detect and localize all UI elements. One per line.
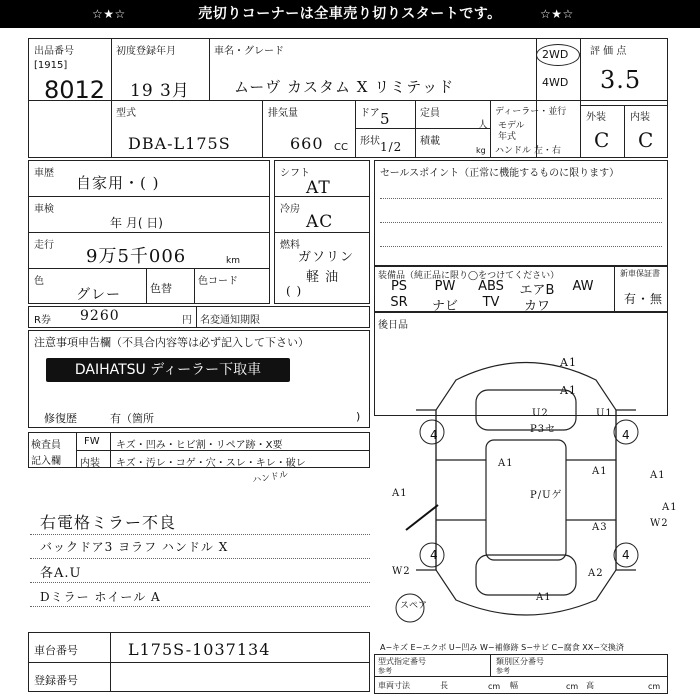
drive-2wd: 2WD xyxy=(542,48,569,61)
mark-6: A1 xyxy=(498,458,514,469)
mark-3: U2 xyxy=(532,408,549,419)
size-label: 車両寸法 xyxy=(378,681,410,690)
lot-label: 出品番号 xyxy=(34,46,74,57)
fuel-diesel: 軽 油 xyxy=(306,270,340,285)
mileage-unit: km xyxy=(226,256,240,266)
door-value: 5 xyxy=(380,110,391,128)
equipment-item: カワ xyxy=(523,299,550,314)
banner-stars-left: ☆★☆ xyxy=(92,7,126,21)
inspector-row1-items: キズ・凹み・ヒビ割・リペア跡・X要 xyxy=(116,440,283,451)
exterior-value: C xyxy=(594,128,611,152)
shift-value: AT xyxy=(306,178,331,198)
type-ref: 参考 xyxy=(378,667,392,675)
shape-label: 形状 xyxy=(360,136,380,147)
shift-label: シフト xyxy=(280,168,310,179)
mark-2: A1 xyxy=(560,384,577,397)
fuel-other: ( ) xyxy=(286,284,303,298)
mark-16: A1 xyxy=(536,592,552,603)
tire-mark-rr: 4 xyxy=(622,548,630,562)
car-diagram xyxy=(376,350,676,630)
class-label: 類別区分番号 xyxy=(496,657,544,666)
mark-9: A1 xyxy=(392,488,408,499)
lot-number: 8012 xyxy=(44,76,106,104)
size-cm-1: cm xyxy=(488,682,501,691)
equipment-item: TV xyxy=(482,295,500,310)
load-label: 積載 xyxy=(420,136,440,147)
handle-note: ハンドル xyxy=(251,469,289,487)
banner-text: 売切りコーナーは全車売り切りスタートです。 xyxy=(198,6,502,22)
equipment-item: ナビ xyxy=(431,299,458,314)
mark-1: A1 xyxy=(560,356,577,369)
fuel-label: 燃料 xyxy=(280,240,300,251)
tire-mark-fl: 4 xyxy=(430,428,438,442)
color-code-label: 色コード xyxy=(198,276,238,287)
year-label: 年式 xyxy=(498,132,517,142)
tax-label: 名変通知期限 xyxy=(200,315,260,326)
first-reg-value: 19 3月 xyxy=(130,81,190,101)
class-ref: 参考 xyxy=(496,667,510,675)
note-line-1: 右電格ミラー不良 xyxy=(40,513,177,532)
inspector-label-2: 記入欄 xyxy=(31,456,61,467)
spare-label: スペア xyxy=(400,601,428,611)
equipment-label: 装備品（純正品に限り◯をつけてください） xyxy=(378,271,560,281)
displacement-value: 660 xyxy=(290,134,324,153)
displacement-label: 排気量 xyxy=(268,108,298,119)
note-line-2: バックドア3 ヨラフ ハンドル X xyxy=(40,540,229,554)
inspector-row2-items: キズ・汚レ・コゲ・穴・スレ・キレ・破レ xyxy=(116,458,306,469)
equipment-item: SR xyxy=(390,295,408,310)
note-line-3: 各A.U xyxy=(40,566,82,581)
model-value: DBA-L175S xyxy=(128,134,231,153)
score-label: 評 価 点 xyxy=(590,46,627,57)
equipment-item: ABS xyxy=(478,279,504,294)
mark-10: A3 xyxy=(592,522,608,533)
mileage-value: 9万5千006 xyxy=(86,246,187,267)
car-name-value: ムーヴ カスタム X リミテッド xyxy=(234,78,455,96)
model-year-label: モデル xyxy=(498,121,525,131)
size-cm-2: cm xyxy=(566,682,579,691)
color-label: 色 xyxy=(34,276,44,287)
history-label: 車歴 xyxy=(34,168,54,179)
banner-stars-right: ☆★☆ xyxy=(540,7,574,21)
mark-14: W2 xyxy=(392,566,411,577)
equipment-item: PW xyxy=(434,279,456,294)
caution-label: 注意事項申告欄（不具合内容等は必ず記入して下さい） xyxy=(34,336,309,349)
mark-8: P/Uゲ xyxy=(530,490,563,501)
equipment-item: PS xyxy=(390,279,408,294)
history-value: 自家用・( ) xyxy=(76,174,160,192)
repaint-label: 色替 xyxy=(150,282,172,295)
tire-mark-rl: 4 xyxy=(430,548,438,562)
recycle-label: R券 xyxy=(34,315,51,326)
inspection-value: 年 月( 日) xyxy=(110,216,163,230)
chassis-label: 車台番号 xyxy=(34,644,78,657)
color-value: グレー xyxy=(76,287,121,303)
type-label: 型式指定番号 xyxy=(378,657,426,666)
dealer-banner: DAIHATSU ディーラー下取車 xyxy=(46,358,290,382)
warranty-label: 新車保証書 xyxy=(620,269,660,278)
drive-4wd: 4WD xyxy=(542,76,569,89)
diagram-legend: A−キズ E−エクボ U−凹み W−補修跡 S−サビ C−腐食 XX−交換済 xyxy=(380,643,624,652)
mark-5: U1 xyxy=(596,408,613,419)
size-width: 幅 xyxy=(510,681,518,690)
ac-value: AC xyxy=(306,212,334,232)
later-label: 後日品 xyxy=(378,320,408,331)
mark-13: A2 xyxy=(588,568,604,579)
car-name-label: 車名・グレード xyxy=(214,46,284,57)
shape-value: 1/2 xyxy=(380,140,403,154)
door-label: ドア xyxy=(360,108,380,119)
model-label: 型式 xyxy=(116,108,136,119)
warranty-value: 有・無 xyxy=(624,292,664,306)
lot-sub: [1915] xyxy=(34,60,68,71)
top-banner xyxy=(0,0,700,28)
tire-mark-fr: 4 xyxy=(622,428,630,442)
load-unit: kg xyxy=(476,146,486,155)
mark-4: P3セ xyxy=(530,424,557,435)
capacity-label: 定員 xyxy=(420,108,440,119)
ac-label: 冷房 xyxy=(280,204,300,215)
sales-point-label: セールスポイント（正常に機能するものに限ります） xyxy=(380,168,620,179)
size-height: 高 xyxy=(586,681,594,690)
reg-label: 登録番号 xyxy=(34,674,78,687)
note-line-4: Dミラー ホイール A xyxy=(40,590,161,604)
mark-12: W2 xyxy=(650,518,669,529)
equipment-item: AW xyxy=(572,279,594,294)
inspector-row1-head: FW xyxy=(84,436,100,447)
inspection-label: 車検 xyxy=(34,204,54,215)
interior-value: C xyxy=(638,128,655,152)
interior-label: 内装 xyxy=(630,112,650,123)
equipment-item: エアB xyxy=(519,283,555,298)
inspector-row2-head: 内装 xyxy=(80,458,100,469)
repair-value: 有（箇所 xyxy=(110,412,154,425)
first-reg-label: 初度登録年月 xyxy=(116,46,176,57)
mark-15: A1 xyxy=(650,470,666,481)
size-length: 長 xyxy=(440,681,448,690)
displacement-unit: CC xyxy=(334,142,348,153)
recycle-value: 9260 xyxy=(80,308,120,324)
fuel-gas: ガソリン xyxy=(298,250,355,265)
size-cm-3: cm xyxy=(648,682,661,691)
score-value: 3.5 xyxy=(600,66,642,94)
capacity-unit: 人 xyxy=(478,120,488,131)
dealer-label: ディーラー・並行 xyxy=(495,107,567,117)
repair-close: ) xyxy=(356,410,361,423)
repair-label: 修復歴 xyxy=(44,412,77,425)
mark-11: A1 xyxy=(662,502,678,513)
recycle-unit: 円 xyxy=(182,315,192,326)
drive-circle xyxy=(536,44,580,66)
handle-label: ハンドル 左・右 xyxy=(495,146,561,156)
exterior-label: 外装 xyxy=(586,112,606,123)
mileage-label: 走行 xyxy=(34,240,54,251)
inspector-label-1: 検査員 xyxy=(31,440,61,451)
chassis-value: L175S-1037134 xyxy=(128,640,271,659)
mark-7: A1 xyxy=(592,466,608,477)
